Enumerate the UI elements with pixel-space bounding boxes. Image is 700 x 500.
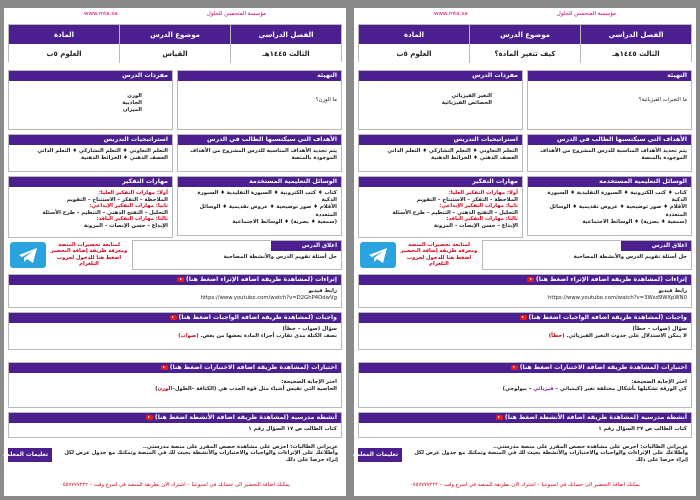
aids-section: [527, 176, 692, 236]
closing-section: [132, 240, 342, 270]
youtube-play-icon: [511, 365, 518, 370]
topic-label: موضوع الدرس: [469, 25, 580, 44]
closing-section: [482, 240, 692, 270]
youtube-play-icon: [161, 365, 168, 370]
tests-question: الخاصية التي تقيس أشياء مثل قوة الجذب هي (الكثافة –الطول–: [172, 386, 337, 393]
prep-text: ما الوزن؟: [315, 97, 337, 103]
vocab-section: [8, 70, 173, 130]
homework-title-text: واجبات (لمشاهدة طريقة اضافة الواجبات اضغط هنا): [178, 314, 337, 321]
thinking-section: [358, 176, 523, 238]
activities-text: كتاب الطالب ص ٢٧ السؤال رقم ١: [598, 426, 687, 432]
aids-line: كتاب ♦ كتب الكترونية ♦ السبورة التقليدية ♦ السبورة الذكية: [197, 190, 337, 204]
org-name: مؤسسة المتحمس للحلول: [206, 11, 266, 17]
homework-question-type: سؤال (صواب – خطأ): [282, 326, 337, 332]
tests-answer: فيزيائي: [533, 386, 554, 393]
lesson-plan-page-left: [4, 8, 346, 496]
closing-text: حل أسئلة تقويم الدرس والأنشطة المصاحبة: [223, 254, 337, 260]
activities-section: [8, 412, 342, 438]
subject-label: المادة: [403, 30, 425, 39]
thinking-section: [8, 176, 173, 238]
activities-title-text: أنشطة مدرسية (لمشاهدة طريقة اضافة الأنشطة اضغط هنا): [504, 414, 687, 421]
term-label: الفصل الدراسي: [230, 25, 341, 44]
thinking-line: أولا: مهارات التفكير العليا:: [98, 190, 168, 196]
strategies-section: [358, 134, 523, 172]
strategies-section: [8, 134, 173, 172]
tests-section: [358, 362, 692, 408]
topic-value: كيف تتغير المادة؟: [469, 44, 580, 63]
prep-title: التهيئة: [528, 71, 691, 81]
thinking-line: الملاحظة – التفكر – الاستنتاج – التقويم: [66, 196, 168, 203]
teacher-note-line: عزيزاتي الطالبات: احرص على مشاهدة حصص المقرر على منصة مدرستي..: [492, 444, 688, 450]
vocab-item: الخصائص الفيزيائية: [441, 100, 492, 107]
term-label: الفصل الدراسي: [580, 25, 691, 44]
aids-section: [177, 176, 342, 236]
topic-value: القياس: [119, 44, 230, 63]
closing-title: اغلاق الدرس: [271, 241, 341, 251]
homework-question: نصف الكتلة مدى تقارب أجزاء المادة بعضها من بعض.: [200, 333, 337, 340]
tests-instruction: اختر الإجابة الصحيحة:: [631, 379, 687, 385]
teacher-notes-label: تعليمات المعلمة: [358, 448, 402, 462]
telegram-promo-text[interactable]: لمتابعة تحضيرات المنصة ومعرفة طريقة إضافة التحضير اضغط هنا للدخول لجروب التلغرام: [400, 242, 478, 268]
vocab-title: مفردات الدرس: [9, 71, 172, 81]
subject-value: العلوم ٥ب: [46, 49, 82, 58]
youtube-play-icon: [146, 415, 153, 420]
telegram-logo-button[interactable]: [360, 242, 396, 268]
teacher-notes-label: تعليمات المعلمة: [8, 448, 52, 462]
tests-title[interactable]: [9, 363, 341, 373]
strategies-line: العصف الذهني ♦ الخرائط الذهنية: [431, 155, 518, 162]
lesson-header-table: [8, 24, 342, 62]
enrichment-title-text: إثراءات (لمشاهدة طريقة اضافة الإثراء اضغط هنا): [185, 276, 337, 283]
thinking-line: ثالثا: مهارات التفكير الناقد:: [446, 216, 518, 223]
vocab-title: مفردات الدرس: [359, 71, 522, 81]
youtube-play-icon: [527, 277, 534, 282]
aids-line: (سمعية ♦ بصرية) ♦ الوسائط الاجتماعية: [232, 218, 337, 225]
youtube-play-icon: [520, 315, 527, 320]
telegram-logo-button[interactable]: [10, 242, 46, 268]
term-value: الثالث ١٤٤٥هـ: [230, 44, 341, 63]
telegram-icon: [360, 242, 396, 268]
enrichment-video-link[interactable]: https://www.youtube.com/watch?v=3Wsd9WXpWN0: [548, 295, 687, 302]
aids-title: الوسائل التعليمية المستخدمة: [528, 177, 691, 187]
homework-title[interactable]: [9, 313, 341, 323]
homework-question-type: سؤال (صواب – خطأ): [632, 326, 687, 332]
tests-question-end: – بيولوجي): [502, 386, 532, 393]
youtube-play-icon: [496, 415, 503, 420]
tests-instruction: اختر الإجابة الصحيحة:: [281, 379, 337, 385]
thinking-line: الإبداع – حسن الإنصات – المرونة: [83, 222, 168, 229]
vocab-section: [358, 70, 523, 130]
aids-line: كتاب ♦ كتب الكترونية ♦ السبورة التقليدية ♦ السبورة الذكية: [547, 190, 687, 204]
tests-question: كي الورقة تشكيلها بأشكال مختلفة تغير (كيميائي –: [555, 386, 687, 393]
tests-answer: الوزن: [157, 386, 173, 393]
objectives-title: الأهداف التي سيكتسبها الطالب في الدرس: [178, 135, 341, 145]
tests-title-text: اختبارات (لمشاهدة طريقة اضافة الاختبارات اضغط هنا): [169, 364, 337, 371]
enrichment-title-text: إثراءات (لمشاهدة طريقة اضافة الإثراء اضغط هنا): [535, 276, 687, 283]
thinking-line: أولا: مهارات التفكير العليا:: [448, 190, 518, 196]
strategies-title: استراتيجيات التدريس: [359, 135, 522, 145]
teacher-notes-section: [352, 442, 692, 468]
objectives-section: [177, 134, 342, 172]
homework-question: لا يمكن الاستدلال على حدوث التغير الفيزيائي.: [566, 333, 687, 340]
objectives-text: يتم تحديد الأهداف المناسبة للدرس المشروح من الأهداف الموجودة بالمنصة: [540, 148, 687, 162]
site-url[interactable]: www.mta.sa: [84, 11, 118, 17]
objectives-text: يتم تحديد الأهداف المناسبة للدرس المشروح من الأهداف الموجودة بالمنصة: [190, 148, 337, 162]
prep-title: التهيئة: [178, 71, 341, 81]
enrichment-title[interactable]: [9, 275, 341, 285]
homework-title[interactable]: [359, 313, 691, 323]
lesson-header-table: [358, 24, 692, 62]
aids-line: الأقلام ♦ صور توضيحية ♦ عروض تقديمية ♦ الوسائل المتعددة: [199, 204, 337, 218]
vocab-item: التغير الفيزيائي: [451, 93, 492, 99]
objectives-section: [527, 134, 692, 172]
teacher-note-line: وأطلاعك على الإثراءات والواجبات والاختبارات والأنشطة بحيث لك في المنصة وتمكنك مع جدول عرض لكل إثراء حرصا على ذلك: [64, 450, 338, 463]
prep-section: [527, 70, 692, 130]
activities-title-text: أنشطة مدرسية (لمشاهدة طريقة اضافة الأنشطة اضغط هنا): [154, 414, 337, 421]
activities-text: كتاب الطالب ص ١٧ السؤال رقم ١: [248, 426, 337, 432]
closing-title: اغلاق الدرس: [621, 241, 691, 251]
strategies-title: استراتيجيات التدريس: [9, 135, 172, 145]
aids-line: الأقلام ♦ صور توضيحية ♦ عروض تقديمية ♦ الوسائل المتعددة: [549, 204, 687, 218]
tests-title[interactable]: [359, 363, 691, 373]
vocab-item: الجاذبية: [122, 100, 142, 107]
enrichment-video-link[interactable]: https://www.youtube.com/watch?v=D2GhP4OdwVg: [200, 295, 337, 302]
thinking-title: مهارات التفكير: [359, 177, 522, 187]
strategies-line: العصف الذهني ♦ الخرائط الذهنية: [81, 155, 168, 162]
aids-line: (سمعية ♦ بصرية) ♦ الوسائط الاجتماعية: [582, 218, 687, 225]
subject-value: العلوم ٥ب: [396, 49, 432, 58]
thinking-line: ثالثا: مهارات التفكير الناقد:: [96, 216, 168, 223]
page-footer: يمكنك اضافة التحضير الى حسابك في اسبوعيا – اشترك الان بطريقة للمنصة في اسرع وقت – ٠٥٥٧٧٧٧٢٢٢: [410, 482, 640, 488]
aids-title: الوسائل التعليمية المستخدمة: [178, 177, 341, 187]
thinking-line: ثانيا: مهارات التفكير الإبداعي:: [89, 203, 168, 210]
term-value: الثالث ١٤٤٥هـ: [580, 44, 691, 63]
objectives-title: الأهداف التي سيكتسبها الطالب في الدرس: [528, 135, 691, 145]
homework-answer: (خطأ): [548, 333, 565, 340]
vocab-item: الوزن: [127, 93, 142, 99]
enrichment-section: [8, 274, 342, 308]
tests-title-text: اختبارات (لمشاهدة طريقة اضافة الاختبارات اضغط هنا): [519, 364, 687, 371]
org-name: مؤسسة المتحمس للحلول: [556, 11, 616, 17]
telegram-promo-text[interactable]: لمتابعة تحضيرات المنصة ومعرفة طريقة إضافة التحضير اضغط هنا للدخول لجروب التلغرام: [50, 242, 128, 268]
teacher-note-line: وأطلاعك على الإثراءات والواجبات والاختبارات والأنشطة بحيث لك في المنصة وتمكنك مع جدول عرض لكل إثراء حرصا على ذلك: [414, 450, 688, 463]
enrichment-label: رابط فيديو: [658, 288, 687, 294]
thinking-line: الملاحظة – التفكر – الاستنتاج – التقويم: [416, 196, 518, 203]
tests-question-end: ): [155, 386, 158, 393]
thinking-line: التحليل – التفتح الذهني – التنظيم – طرح الأسئلة: [42, 209, 168, 216]
prep-text: ما التغيرات الفيزيائية؟: [638, 97, 687, 103]
youtube-play-icon: [170, 315, 177, 320]
homework-section: [358, 312, 692, 350]
teacher-note-line: عزيزاتي الطالبات: احرص على مشاهدة حصص المقرر على منصة مدرستي..: [142, 444, 338, 450]
thinking-line: ثانيا: مهارات التفكير الإبداعي:: [439, 203, 518, 210]
subject-label: المادة: [53, 30, 75, 39]
activities-section: [358, 412, 692, 438]
activities-title[interactable]: [9, 413, 341, 423]
thinking-title: مهارات التفكير: [9, 177, 172, 187]
prep-section: [177, 70, 342, 130]
lesson-plan-page-right: [354, 8, 696, 496]
enrichment-section: [358, 274, 692, 308]
thinking-line: التحليل – التفتح الذهني – التنظيم – طرح الأسئلة: [392, 209, 518, 216]
enrichment-title[interactable]: [359, 275, 691, 285]
site-url[interactable]: www.mta.sa: [434, 11, 468, 17]
homework-section: [8, 312, 342, 350]
tests-section: [8, 362, 342, 408]
thinking-line: الإبداع – حسن الإنصات – المرونة: [433, 222, 518, 229]
activities-title[interactable]: [359, 413, 691, 423]
strategies-line: التعلم التعاوني ♦ التعلم التشاركي ♦ التعلم الذاتي: [387, 148, 518, 154]
page-footer: يمكنك اضافة التحضير الى حسابك في اسبوعيا – اشترك الان بطريقة للمنصة في اسرع وقت – ٠٥٥٧٧٧٧٢٢٢: [60, 482, 290, 488]
topic-label: موضوع الدرس: [119, 25, 230, 44]
teacher-notes-section: [2, 442, 342, 468]
vocab-item: الميزان: [122, 107, 142, 114]
closing-text: حل أسئلة تقويم الدرس والأنشطة المصاحبة: [573, 254, 687, 260]
telegram-icon: [10, 242, 46, 268]
youtube-play-icon: [177, 277, 184, 282]
strategies-line: التعلم التعاوني ♦ التعلم التشاركي ♦ التعلم الذاتي: [37, 148, 168, 154]
homework-title-text: واجبات (لمشاهدة طريقة اضافة الواجبات اضغط هنا): [528, 314, 687, 321]
homework-answer: (صواب): [178, 333, 199, 340]
enrichment-label: رابط فيديو: [308, 288, 337, 294]
